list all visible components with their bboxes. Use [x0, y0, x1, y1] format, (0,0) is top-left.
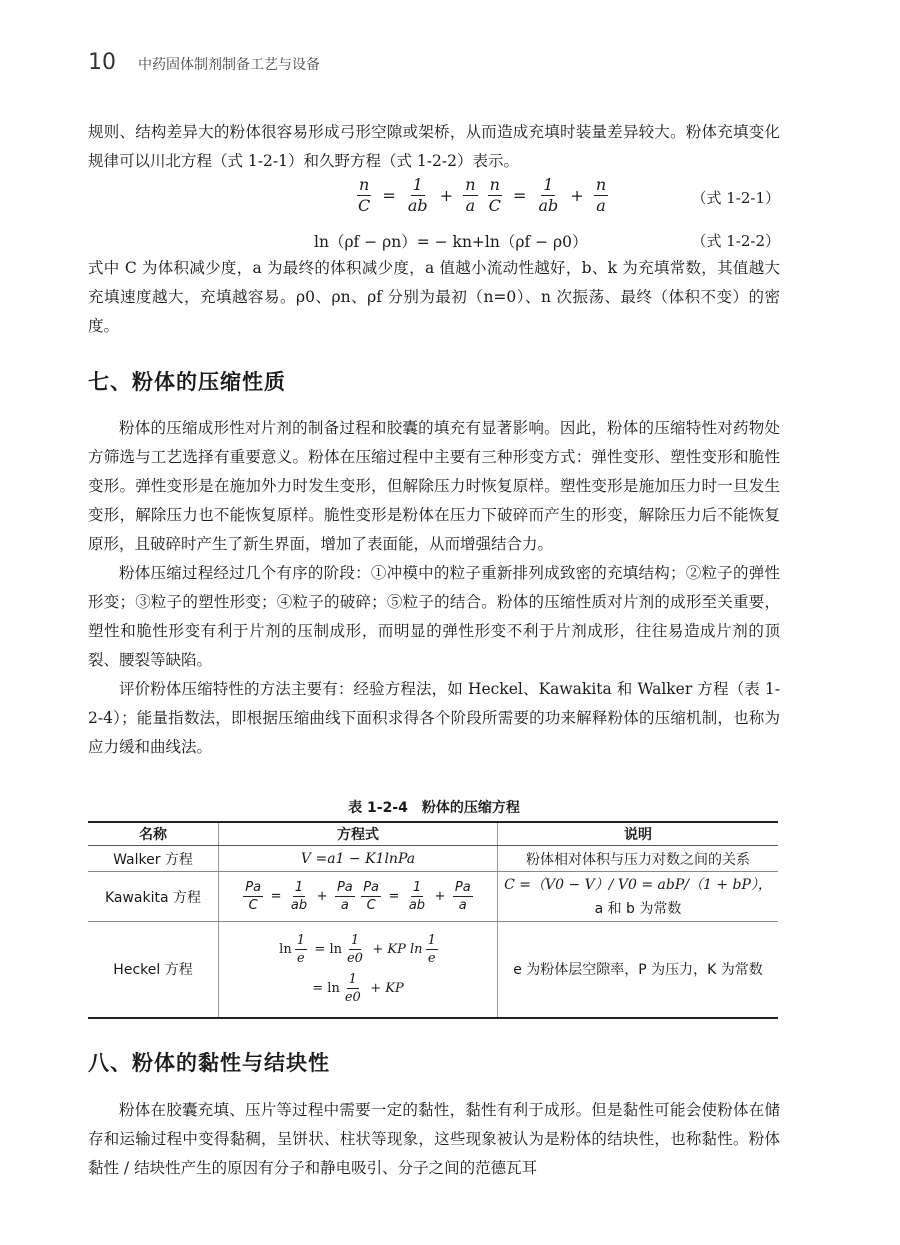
section-8-body — [88, 1096, 780, 1183]
equation-body: ln（ρf − ρn）= − kn+ln（ρf − ρ0） — [314, 233, 588, 251]
paragraph: 粉体在胶囊充填、压片等过程中需要一定的黏性，黏性有利于成形。但是黏性可能会使粉体在储存和运输过程中变得黏稠，呈饼状、柱状等现象，这些现象被认为是粉体的结块性，也称黏性。粉体黏性 / 结块性产生的原因有分子和静电吸引、分子之间的范德瓦耳 — [88, 1101, 780, 1177]
equation-1-2-1 — [88, 175, 780, 231]
equation-body: $\frac{n}{C}$ = $\frac{1}{ab}$ + $\frac{n}{a}$ $\frac{n}{C}$ = $\frac{1}{ab}$ + $\frac{n}{a}$ — [358, 175, 607, 215]
equation-description: e 为粉体层空隙率，P 为压力，K 为常数 — [498, 922, 779, 1018]
paragraph: 粉体压缩过程经过几个有序的阶段：①冲模中的粒子重新排列成致密的充填结构；②粒子的弹性形变；③粒子的塑性形变；④粒子的破碎；⑤粒子的结合。粉体的压缩性质对片剂的成形至关重要，塑性和脆性形变有利于片剂的压制成形，而明显的弹性形变不利于片剂成形，往往易造成片剂的顶裂、腰裂等缺陷。 — [88, 564, 780, 669]
paragraph: 规则、结构差异大的粉体很容易形成弓形空隙或架桥，从而造成充填时装量差异较大。粉体充填变化规律可以川北方程（式 1-2-1）和久野方程（式 1-2-2）表示。 — [88, 123, 780, 170]
equation-name: Walker 方程 — [88, 846, 219, 872]
table-caption: 表 1-2-4 粉体的压缩方程 — [348, 800, 520, 816]
column-header: 说明 — [498, 822, 779, 846]
equation-formula: ln $\frac{1}{e}$ = ln $\frac{1}{e0}$ + KP ln $\frac{1}{e}$ = ln $\frac{1}{e0}$ + KP — [219, 922, 498, 1018]
section-heading-8: 八、粉体的黏性与结块性 — [88, 1050, 330, 1075]
paragraph: 粉体的压缩成形性对片剂的制备过程和胶囊的填充有显著影响。因此，粉体的压缩特性对药物处方筛选与工艺选择有重要意义。粉体在压缩过程中主要有三种形变方式：弹性变形、塑性变形和脆性变形。弹性变形是在施加外力时发生变形，但解除压力时恢复原样。塑性变形是施加压力时一旦发生变形，解除压力也不能恢复原样。脆性变形是粉体在压力下破碎而产生的形变，解除压力后不能恢复原形，且破碎时产生了新生界面，增加了表面能，从而增强结合力。 — [88, 419, 780, 553]
table-header-row — [88, 822, 778, 846]
column-header: 方程式 — [219, 822, 498, 846]
variables-paragraph — [88, 254, 780, 341]
fraction: $\frac{n}{a}$ — [465, 175, 476, 215]
fraction: $\frac{1}{ab}$ — [407, 175, 428, 215]
table-row — [88, 846, 778, 872]
running-title: 中药固体制剂制备工艺与设备 — [138, 57, 320, 73]
equation-number: （式 1-2-1） — [691, 189, 780, 207]
page-header — [88, 50, 320, 75]
table-row — [88, 872, 778, 922]
fraction: $\frac{n}{a}$ — [595, 175, 607, 215]
column-header: 名称 — [88, 822, 219, 846]
equation-1-2-2 — [88, 230, 780, 254]
paragraph: 评价粉体压缩特性的方法主要有：经验方程法，如 Heckel、Kawakita 和 Walker 方程（表 1-2-4）；能量指数法，即根据压缩曲线下面积求得各个阶段所需要的功来解释粉体的压缩机制，也称为应力缓和曲线法。 — [88, 680, 780, 756]
fraction: $\frac{n}{C}$ — [358, 175, 371, 215]
equation-description: 粉体相对体积与压力对数之间的关系 — [498, 846, 779, 872]
intro-paragraph — [88, 118, 780, 176]
page-number: 10 — [88, 50, 116, 75]
table-row — [88, 922, 778, 1018]
paragraph: 式中 C 为体积减少度，a 为最终的体积减少度，a 值越小流动性越好，b、k 为充填常数，其值越大充填速度越大，充填越容易。ρ0、ρn、ρf 分别为最初（n=0）、n 次振荡、最终（体积不变）的密度。 — [88, 259, 780, 335]
section-7-body — [88, 414, 780, 762]
equation-name: Heckel 方程 — [88, 922, 219, 1018]
compression-equation-table — [88, 821, 778, 1019]
equation-name: Kawakita 方程 — [88, 872, 219, 922]
section-heading-7: 七、粉体的压缩性质 — [88, 369, 286, 394]
equation-formula: V =a1 − K1lnPa — [219, 846, 498, 872]
fraction: $\frac{n}{C}$ — [488, 175, 501, 215]
equation-formula: $\frac{Pa}{C}$ = $\frac{1}{ab}$ + $\frac{Pa}{a}$ $\frac{Pa}{C}$ = $\frac{1}{ab}$ + $\frac{Pa}{a}$ — [219, 872, 498, 922]
fraction: $\frac{1}{ab}$ — [538, 175, 559, 215]
equation-description: C =（V0 − V）/ V0 = abP/（1 + bP）， a 和 b 为常数 — [498, 872, 779, 922]
equation-number: （式 1-2-2） — [691, 232, 780, 250]
